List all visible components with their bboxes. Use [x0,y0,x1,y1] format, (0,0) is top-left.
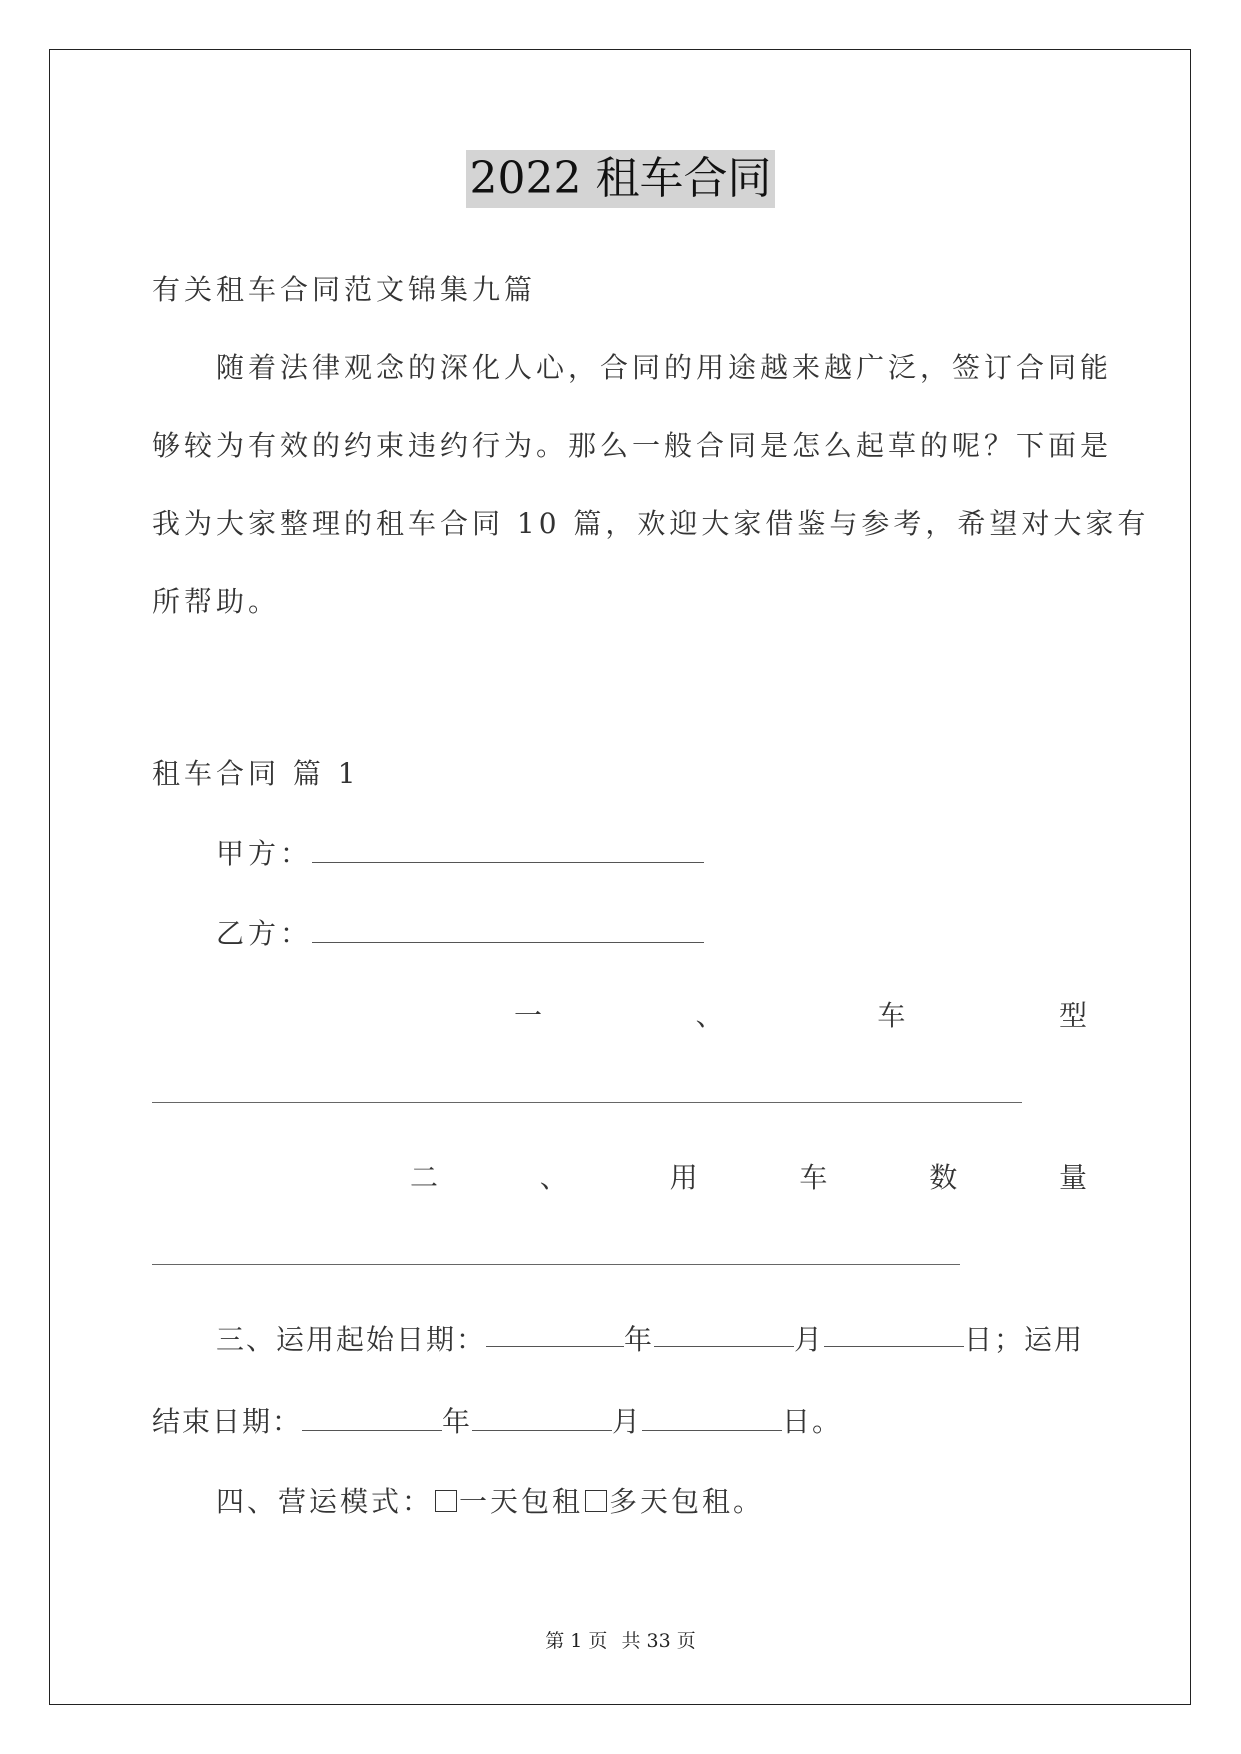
start-day-label: 日；运用 [964,1323,1085,1356]
intro-line-3: 我为大家整理的租车合同 10 篇，欢迎大家借鉴与参考，希望对大家有 [152,507,1150,540]
title-wrap [0,150,1241,208]
end-day-label: 日。 [782,1405,843,1438]
section-heading: 租车合同 篇 1 [152,757,360,790]
start-day-blank [824,1320,964,1347]
clause-1-char: 型 [1058,999,1087,1032]
party-a-blank [312,836,704,863]
start-year-blank [486,1320,624,1347]
clause-1-char: 、 [695,999,724,1032]
clause-2-char: 、 [539,1161,568,1194]
intro-line-4: 所帮助。 [152,585,281,618]
clause-2-char: 数 [929,1161,958,1194]
end-day-blank [642,1404,782,1431]
page-footer [0,1626,1241,1653]
option-single-day-label: 一天包租 [459,1485,584,1518]
clause-2-char: 二 [410,1161,439,1194]
clause-1-char: 一 [514,999,543,1032]
clause-4-label: 四、营运模式： [216,1485,434,1518]
document-title: 2022 租车合同 [466,150,776,208]
clause-2-char: 用 [669,1161,698,1194]
party-b-row [152,914,1151,954]
party-a-row [152,834,1151,874]
document-subtitle: 有关租车合同范文锦集九篇 [152,273,537,306]
clause-2-heading [410,1158,1087,1198]
end-month-label: 月 [612,1405,643,1438]
clause-1-char: 车 [877,999,906,1032]
start-month-blank [654,1320,794,1347]
clause-2-char: 量 [1058,1161,1087,1194]
end-year-label: 年 [442,1405,473,1438]
end-date-label: 结束日期： [152,1405,303,1438]
intro-line-1: 随着法律观念的深化人心，合同的用途越来越广泛，签订合同能 [216,351,1113,384]
start-year-label: 年 [624,1323,655,1356]
clause-1-heading [514,996,1087,1036]
clause-3-label: 三、运用起始日期： [216,1323,487,1356]
party-a-label: 甲方： [216,837,313,870]
clause-1-blank [152,1102,1022,1103]
clause-2-blank [152,1264,960,1265]
party-b-label: 乙方： [216,917,313,950]
option-multi-day-label: 多天包租。 [609,1485,765,1518]
start-month-label: 月 [794,1323,825,1356]
clause-2-char: 车 [799,1161,828,1194]
clause-3-row-1 [152,1320,1151,1360]
clause-3-row-2 [152,1402,1087,1442]
end-year-blank [302,1404,442,1431]
intro-line-2: 够较为有效的约束违约行为。那么一般合同是怎么起草的呢？下面是 [152,429,1113,462]
end-month-blank [472,1404,612,1431]
checkbox-single-day[interactable] [435,1490,457,1512]
clause-4-row [152,1482,1151,1522]
total-pages: 共 33 页 [621,1630,696,1652]
checkbox-multi-day[interactable] [585,1490,607,1512]
page-number: 第 1 页 [545,1630,608,1652]
party-b-blank [312,916,704,943]
